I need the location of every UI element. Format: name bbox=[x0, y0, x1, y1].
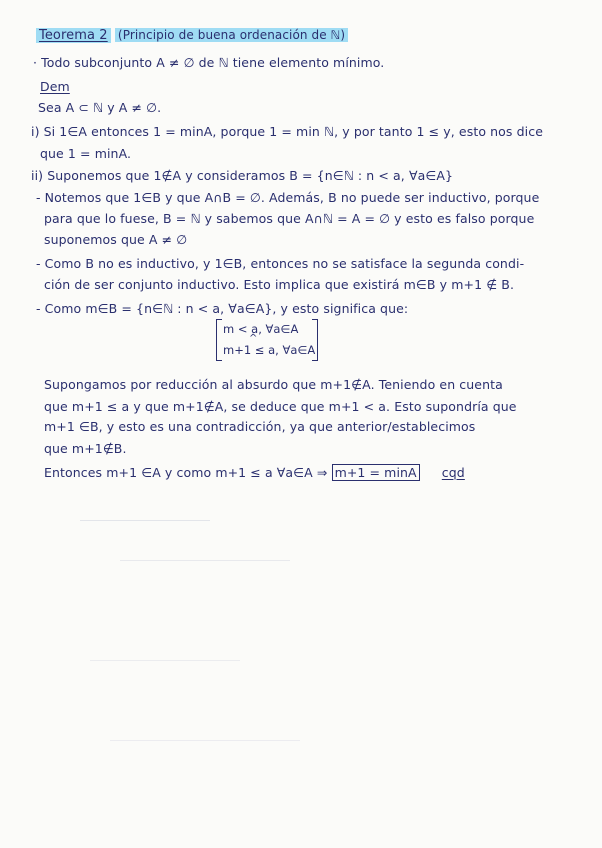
theorem-statement: · Todo subconjunto A ≠ ∅ de ℕ tiene elemento mínimo. bbox=[33, 55, 385, 70]
system-row-2: m+1 ≤ a, ∀a∈A bbox=[223, 343, 316, 357]
bleed-through-mark bbox=[80, 520, 210, 521]
system-row-1: m < a, ∀a∈A bbox=[223, 322, 299, 336]
proof-line-3: que 1 = minA. bbox=[40, 146, 132, 161]
proof-line-7: suponemos que A ≠ ∅ bbox=[44, 232, 188, 247]
proof-line-1: Sea A ⊂ ℕ y A ≠ ∅. bbox=[38, 100, 162, 115]
theorem-header bbox=[36, 27, 348, 44]
system-connector: ^ bbox=[249, 333, 258, 344]
qed-mark: cqd bbox=[441, 465, 465, 480]
conclusion-line-3: m+1 ∈B, y esto es una contradicción, ya que anterior/establecimos bbox=[44, 419, 476, 434]
proof-line-6: para que lo fuese, B = ℕ y sabemos que A∩ℕ = A = ∅ y esto es falso porque bbox=[44, 211, 535, 226]
theorem-title: Teorema 2 bbox=[36, 28, 111, 43]
final-result-box: m+1 = minA bbox=[332, 464, 420, 481]
bleed-through-mark bbox=[90, 660, 240, 661]
inequality-system bbox=[216, 320, 318, 360]
proof-line-5: - Notemos que 1∈B y que A∩B = ∅. Además, B no puede ser inductivo, porque bbox=[36, 190, 540, 205]
bleed-through-mark bbox=[110, 740, 300, 741]
final-line bbox=[44, 465, 465, 481]
proof-line-10: - Como m∈B = {n∈ℕ : n < a, ∀a∈A}, y esto significa que: bbox=[36, 301, 409, 316]
proof-line-9: ción de ser conjunto inductivo. Esto implica que existirá m∈B y m+1 ∉ B. bbox=[44, 277, 515, 292]
proof-line-2: i) Si 1∈A entonces 1 = minA, porque 1 = min ℕ, y por tanto 1 ≤ y, esto nos dice bbox=[31, 124, 543, 139]
final-text: Entonces m+1 ∈A y como m+1 ≤ a ∀a∈A ⇒ bbox=[44, 465, 328, 480]
conclusion-line-4: que m+1∉B. bbox=[44, 441, 127, 456]
proof-line-8: - Como B no es inductivo, y 1∈B, entonces no se satisface la segunda condi- bbox=[36, 256, 525, 271]
proof-label: Dem bbox=[40, 79, 70, 94]
conclusion-line-2: que m+1 ≤ a y que m+1∉A, se deduce que m+1 < a. Esto supondría que bbox=[44, 399, 517, 414]
bleed-through-mark bbox=[120, 560, 290, 561]
theorem-subtitle: (Principio de buena ordenación de ℕ) bbox=[115, 28, 348, 42]
proof-line-4: ii) Suponemos que 1∉A y consideramos B = {n∈ℕ : n < a, ∀a∈A} bbox=[31, 168, 454, 183]
conclusion-line-1: Supongamos por reducción al absurdo que m+1∉A. Teniendo en cuenta bbox=[44, 377, 503, 392]
